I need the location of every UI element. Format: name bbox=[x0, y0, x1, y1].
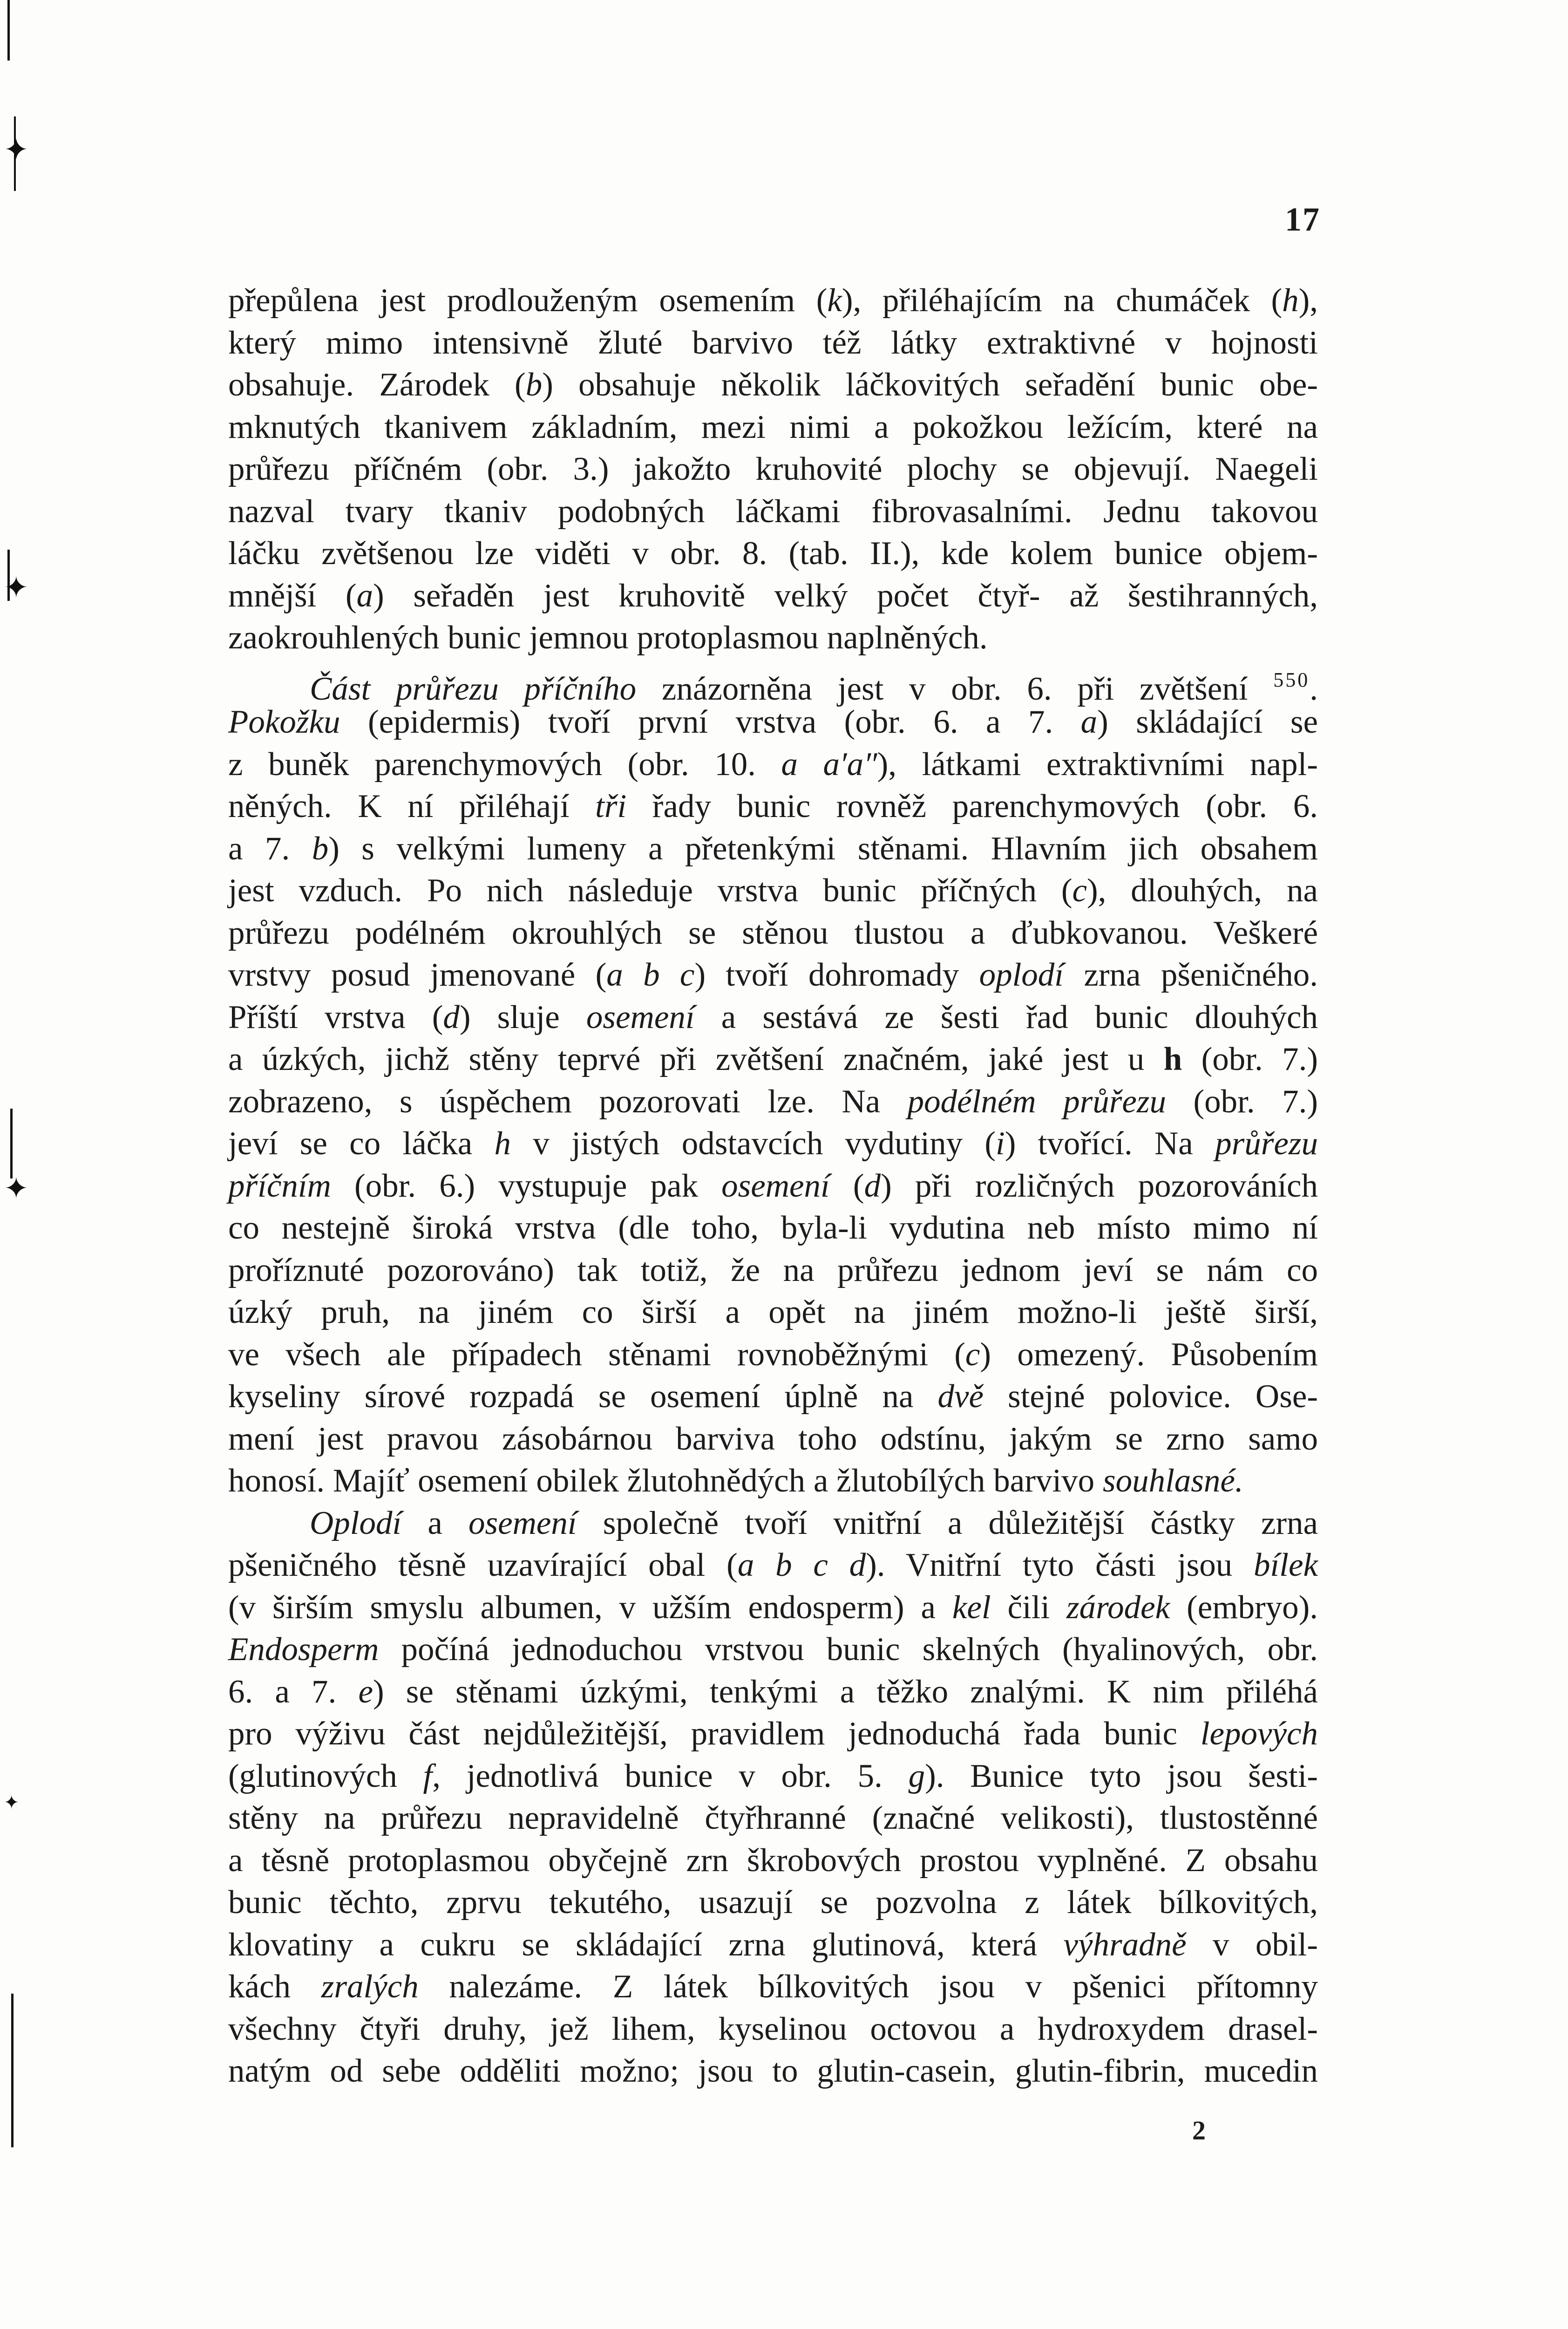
text-segment: obsahuje. Zárodek ( bbox=[228, 367, 526, 403]
text-segment: natým od sebe odděliti možno; jsou to glutin-casein, glutin-fibrin, mucedin bbox=[228, 2053, 1318, 2089]
text-segment: ) skládající se bbox=[1097, 704, 1318, 740]
text-line bbox=[228, 743, 1318, 786]
text-line bbox=[228, 322, 1318, 364]
text-line bbox=[228, 870, 1318, 912]
text-segment: . bbox=[1310, 670, 1318, 707]
text-segment: g bbox=[908, 1757, 925, 1794]
text-line bbox=[228, 1502, 1318, 1545]
text-line bbox=[228, 448, 1318, 490]
text-line bbox=[228, 1418, 1318, 1460]
text-line bbox=[228, 828, 1318, 870]
text-line bbox=[228, 1123, 1318, 1165]
text-segment: ( bbox=[829, 1167, 864, 1204]
text-segment: úzký pruh, na jiném co širší a opět na jiném možno-li ještě širší, bbox=[228, 1294, 1318, 1330]
text-segment: souhlasné. bbox=[1102, 1463, 1243, 1499]
text-segment: 6. a 7. bbox=[228, 1673, 359, 1710]
text-segment: ) při rozličných pozorováních bbox=[881, 1167, 1318, 1204]
text-segment: něných. K ní přiléhají bbox=[228, 788, 596, 824]
text-line bbox=[228, 2050, 1318, 2092]
page-number: 17 bbox=[1285, 201, 1320, 238]
text-segment: mení jest pravou zásobárnou barviva toho odstínu, jakým se zrno samo bbox=[228, 1420, 1318, 1457]
text-segment: (obr. 6.) vystupuje pak bbox=[331, 1167, 722, 1204]
text-segment: nazval tvary tkaniv podobných láčkami fibrovasalními. Jednu takovou bbox=[228, 493, 1318, 530]
text-line bbox=[228, 2008, 1318, 2050]
text-segment: vrstvy posud jmenované ( bbox=[228, 957, 607, 993]
scan-edge-line bbox=[11, 1994, 14, 2147]
text-segment: kách bbox=[228, 1968, 321, 2005]
text-segment: ) obsahuje několik láčkovitých seřadění bunic obe- bbox=[542, 367, 1318, 403]
text-segment: všechny čtyři druhy, jež lihem, kyselinou octovou a hydroxydem drasel- bbox=[228, 2010, 1318, 2047]
text-segment: zaokrouhlených bunic jemnou protoplasmou naplněných. bbox=[228, 620, 988, 656]
text-segment: klovatiny a cukru se skládající zrna glutinová, která bbox=[228, 1926, 1064, 1963]
text-segment: Endosperm bbox=[228, 1631, 379, 1668]
text-segment: h bbox=[1282, 282, 1299, 319]
text-segment: a a′a″ bbox=[781, 746, 877, 783]
text-segment: bílek bbox=[1254, 1547, 1318, 1583]
scan-edge-mark: ✦ bbox=[4, 571, 29, 604]
text-segment: a těsně protoplasmou obyčejně zrn škrobových prostou vyplněné. Z obsahu bbox=[228, 1842, 1318, 1879]
text-segment: 550 bbox=[1273, 668, 1310, 691]
text-segment: a bbox=[401, 1505, 468, 1541]
text-segment: společně tvoří vnitřní a důležitější částky zrna bbox=[577, 1505, 1318, 1541]
text-line bbox=[228, 912, 1318, 954]
text-segment: c bbox=[1072, 872, 1087, 909]
text-segment: zobrazeno, s úspěchem pozorovati lze. Na bbox=[228, 1083, 908, 1120]
text-segment: bunic těchto, zprvu tekutého, usazují se pozvolna z látek bílkovitých, bbox=[228, 1884, 1318, 1920]
text-line bbox=[228, 1165, 1318, 1207]
text-segment: c bbox=[965, 1336, 980, 1373]
text-segment: Část průřezu příčního bbox=[310, 670, 637, 707]
text-segment: ), dlouhých, na bbox=[1086, 872, 1318, 909]
text-segment: znázorněna jest v obr. 6. při zvětšení bbox=[636, 670, 1274, 707]
text-segment: mnější ( bbox=[228, 577, 357, 614]
text-segment: z buněk parenchymových (obr. 10. bbox=[228, 746, 781, 783]
text-segment: a b c d bbox=[737, 1547, 866, 1583]
text-segment: tři bbox=[595, 788, 627, 824]
text-segment: oplodí bbox=[979, 957, 1064, 993]
text-segment: h bbox=[1163, 1041, 1182, 1077]
scan-edge-line bbox=[10, 1109, 13, 1178]
text-segment: průřezu podélném okrouhlých se stěnou tlustou a ďubkovanou. Veškeré bbox=[228, 914, 1318, 951]
text-segment: průřezu bbox=[1215, 1125, 1318, 1162]
text-segment: láčku zvětšenou lze viděti v obr. 8. (tab. II.), kde kolem bunice objem- bbox=[228, 535, 1318, 572]
scan-edge-line bbox=[7, 0, 10, 61]
scan-edge-mark: ✦ bbox=[4, 1172, 29, 1205]
text-segment: e bbox=[358, 1673, 373, 1710]
text-segment: h bbox=[494, 1125, 511, 1162]
text-segment: ) omezený. Působením bbox=[980, 1336, 1318, 1373]
text-segment: ). Bunice tyto jsou šesti- bbox=[925, 1757, 1318, 1794]
text-segment: a sestává ze šesti řad bunic dlouhých bbox=[694, 999, 1318, 1035]
text-segment: přepůlena jest prodlouženým osemením ( bbox=[228, 282, 828, 319]
text-segment: a úzkých, jichž stěny teprvé při zvětšení značném, jaké jest u bbox=[228, 1041, 1164, 1077]
text-line bbox=[228, 364, 1318, 406]
text-segment: a bbox=[356, 577, 373, 614]
text-segment: ). Vnitřní tyto části jsou bbox=[866, 1547, 1254, 1583]
text-segment: dvě bbox=[937, 1378, 984, 1415]
text-segment: nalezáme. Z látek bílkovitých jsou v pšenici přítomny bbox=[418, 1968, 1318, 2005]
text-segment: příčním bbox=[228, 1167, 331, 1204]
text-line bbox=[228, 1081, 1318, 1123]
text-segment: osemení bbox=[468, 1505, 577, 1541]
text-segment: podélném průřezu bbox=[907, 1083, 1167, 1120]
text-line bbox=[228, 1755, 1318, 1798]
text-segment: (embryo). bbox=[1170, 1589, 1318, 1626]
text-segment: ) tvořící. Na bbox=[1005, 1125, 1215, 1162]
text-segment: , jednotlivá bunice v obr. 5. bbox=[432, 1757, 909, 1794]
text-line bbox=[228, 1839, 1318, 1882]
text-segment: d bbox=[443, 999, 460, 1035]
text-segment: co nestejně široká vrstva (dle toho, byla-li vydutina neb místo mimo ní bbox=[228, 1210, 1318, 1246]
text-segment: ) se stěnami úzkými, tenkými a těžko znalými. K nim přiléhá bbox=[373, 1673, 1318, 1710]
text-segment: zárodek bbox=[1066, 1589, 1170, 1626]
text-segment: osemení bbox=[721, 1167, 830, 1204]
scan-edge-mark: ✦ bbox=[4, 1792, 20, 1813]
text-segment: ) tvoří dohromady bbox=[694, 957, 979, 993]
text-line bbox=[228, 1460, 1318, 1502]
text-line bbox=[228, 406, 1318, 449]
text-segment: čili bbox=[991, 1589, 1067, 1626]
text-segment: jest vzduch. Po nich následuje vrstva bunic příčných ( bbox=[228, 872, 1072, 909]
text-line bbox=[228, 1376, 1318, 1418]
text-segment: Příští vrstva ( bbox=[228, 999, 443, 1035]
text-segment: Oplodí bbox=[310, 1505, 402, 1541]
text-segment: a 7. bbox=[228, 830, 312, 867]
text-line bbox=[228, 532, 1318, 575]
text-line bbox=[228, 1966, 1318, 2008]
text-line bbox=[228, 1291, 1318, 1334]
text-line bbox=[228, 1881, 1318, 1924]
body-text bbox=[228, 279, 1318, 2092]
text-line bbox=[228, 1628, 1318, 1671]
text-segment: mknutých tkanivem základním, mezi nimi a pokožkou ležícím, které na bbox=[228, 409, 1318, 445]
text-line bbox=[228, 1671, 1318, 1713]
text-segment: k bbox=[827, 282, 842, 319]
text-line bbox=[228, 785, 1318, 828]
text-segment: v jistých odstavcích vydutiny ( bbox=[511, 1125, 996, 1162]
text-segment: ve všech ale případech stěnami rovnoběžnými ( bbox=[228, 1336, 965, 1373]
text-segment: který mimo intensivně žluté barvivo též látky extraktivné v hojnosti bbox=[228, 324, 1318, 361]
text-segment: zralých bbox=[321, 1968, 419, 2005]
text-segment: d bbox=[864, 1167, 881, 1204]
text-segment: jeví se co láčka bbox=[228, 1125, 495, 1162]
text-line bbox=[228, 1797, 1318, 1839]
text-segment: průřezu příčném (obr. 3.) jakožto kruhovité plochy se objevují. Naegeli bbox=[228, 451, 1318, 487]
text-line bbox=[228, 1038, 1318, 1081]
text-segment: ), látkami extraktivními napl- bbox=[877, 746, 1318, 783]
text-segment: řady bunic rovněž parenchymových (obr. 6. bbox=[626, 788, 1318, 824]
text-segment: zrna pšeničného. bbox=[1064, 957, 1318, 993]
text-segment: (obr. 7.) bbox=[1166, 1083, 1318, 1120]
text-segment: (v širším smyslu albumen, v užším endosperm) a bbox=[228, 1589, 952, 1626]
text-segment: počíná jednoduchou vrstvou bunic skelných (hyalinových, obr. bbox=[379, 1631, 1318, 1668]
text-segment: a bbox=[1080, 704, 1098, 740]
text-segment: ), přiléhajícím na chumáček ( bbox=[842, 282, 1283, 319]
text-segment: ) sluje bbox=[459, 999, 586, 1035]
signature-mark: 2 bbox=[1192, 2115, 1206, 2145]
text-segment: Pokožku bbox=[228, 704, 340, 740]
text-line bbox=[228, 1249, 1318, 1292]
text-segment: a b c bbox=[606, 957, 695, 993]
text-segment: (glutinových bbox=[228, 1757, 423, 1794]
text-segment: b bbox=[312, 830, 329, 867]
text-segment: výhradně bbox=[1063, 1926, 1187, 1963]
text-segment: proříznuté pozorováno) tak totiž, že na průřezu jednom jeví se nám co bbox=[228, 1252, 1318, 1288]
text-segment: pšeničného těsně uzavírající obal ( bbox=[228, 1547, 738, 1583]
text-segment: kyseliny sírové rozpadá se osemení úplně na bbox=[228, 1378, 938, 1415]
text-line bbox=[228, 1334, 1318, 1376]
text-line bbox=[228, 1587, 1318, 1629]
text-line bbox=[228, 1544, 1318, 1587]
text-line bbox=[228, 490, 1318, 533]
text-segment: ), bbox=[1298, 282, 1318, 319]
text-segment: stejné polovice. Ose- bbox=[984, 1378, 1318, 1415]
text-segment: honosí. Majíť osemení obilek žlutohnědých a žlutobílých barvivo bbox=[228, 1463, 1103, 1499]
text-segment: lepových bbox=[1200, 1716, 1318, 1752]
text-line bbox=[228, 617, 1318, 659]
text-segment: b bbox=[525, 367, 543, 403]
text-segment: ) seřaděn jest kruhovitě velký počet čtyř- až šestihranných, bbox=[373, 577, 1318, 614]
text-segment: (obr. 7.) bbox=[1182, 1041, 1318, 1077]
text-line bbox=[228, 954, 1318, 996]
text-line bbox=[228, 1924, 1318, 1966]
text-line bbox=[228, 659, 1318, 707]
text-segment: i bbox=[996, 1125, 1005, 1162]
scan-edge-mark: ✦ bbox=[4, 133, 29, 166]
text-line bbox=[228, 1207, 1318, 1249]
text-segment: stěny na průřezu nepravidelně čtyřhranné (značné velikosti), tlustostěnné bbox=[228, 1800, 1318, 1836]
text-line bbox=[228, 279, 1318, 322]
text-segment: ) s velkými lumeny a přetenkými stěnami. Hlavním jich obsahem bbox=[328, 830, 1318, 867]
text-segment: pro výživu část nejdůležitější, pravidlem jednoduchá řada bunic bbox=[228, 1716, 1201, 1752]
text-segment: kel bbox=[952, 1589, 991, 1626]
text-line bbox=[228, 701, 1318, 743]
text-line bbox=[228, 575, 1318, 617]
text-line bbox=[228, 996, 1318, 1039]
text-line bbox=[228, 1713, 1318, 1755]
text-segment: (epidermis) tvoří první vrstva (obr. 6. a 7. bbox=[340, 704, 1081, 740]
text-segment: osemení bbox=[586, 999, 695, 1035]
text-segment: f bbox=[423, 1757, 433, 1794]
text-segment: v obil- bbox=[1186, 1926, 1318, 1963]
